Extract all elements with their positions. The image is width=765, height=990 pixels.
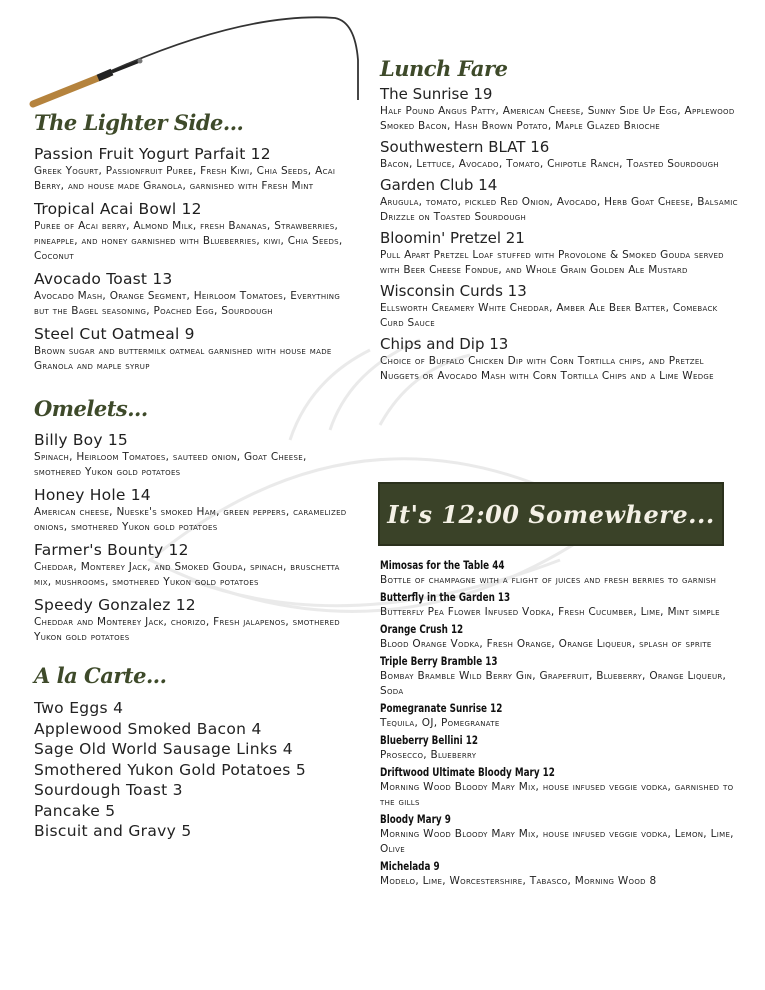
menu-item: [380, 229, 742, 278]
drink-name: Pomegranate Sunrise 12: [380, 701, 503, 715]
item-description: Bacon, Lettuce, Avocado, Tomato, Chipotle Ranch, Toasted Sourdough: [380, 158, 719, 170]
item-description: Puree of Acai berry, Almond Milk, fresh Bananas, Strawberries, pineapple, and honey garnished with Blueberries, kiwi, Chia Seeds, Coconut: [34, 220, 343, 262]
drink-item: [380, 653, 742, 699]
item-name: Southwestern BLAT 16: [380, 138, 550, 156]
menu-item: [380, 176, 742, 225]
item-name: Wisconsin Curds 13: [380, 282, 527, 300]
drink-name: Blueberry Bellini 12: [380, 733, 478, 747]
menu-item: [34, 325, 354, 374]
menu-item: [34, 541, 354, 590]
item-description: Arugula, tomato, pickled Red Onion, Avocado, Herb Goat Cheese, Balsamic Drizzle on Toasted Sourdough: [380, 196, 738, 223]
right-column: [380, 56, 742, 384]
item-name: Avocado Toast 13: [34, 270, 173, 288]
item-name: Speedy Gonzalez 12: [34, 596, 196, 614]
drinks-banner: [378, 482, 724, 546]
list-item: Applewood Smoked Bacon 4: [34, 719, 262, 738]
drink-item: [380, 557, 742, 588]
drink-description: Morning Wood Bloody Mary Mix, house infused veggie vodka, garnished to the gills: [380, 781, 734, 808]
drink-description: Prosecco, Blueberry: [380, 749, 477, 761]
item-description: Ellsworth Creamery White Cheddar, Amber Ale Beer Batter, Comeback Curd Sauce: [380, 302, 718, 329]
item-name: Steel Cut Oatmeal 9: [34, 325, 195, 343]
drink-description: Bombay Bramble Wild Berry Gin, Grapefruit, Blueberry, Orange Liqueur, Soda: [380, 670, 727, 697]
menu-item: [34, 596, 354, 645]
item-description: Greek Yogurt, Passionfruit Puree, Fresh Kiwi, Chia Seeds, Acai Berry, and house made Granola, garnished with Fresh Mint: [34, 165, 336, 192]
item-description: Brown sugar and buttermilk oatmeal garnished with house made Granola and maple syrup: [34, 345, 332, 372]
lighter-items: [34, 145, 354, 374]
item-name: Honey Hole 14: [34, 486, 151, 504]
drink-item: [380, 621, 742, 652]
item-name: Garden Club 14: [380, 176, 498, 194]
omelet-items: [34, 431, 354, 645]
drink-description: Butterfly Pea Flower Infused Vodka, Fresh Cucumber, Lime, Mint simple: [380, 606, 720, 618]
item-description: Choice of Buffalo Chicken Dip with Corn Tortilla chips, and Pretzel Nuggets or Avocado Mash with Corn Tortilla Chips and a Lime Wedge: [380, 355, 714, 382]
drink-name: Driftwood Ultimate Bloody Mary 12: [380, 765, 555, 779]
menu-item: [380, 335, 742, 384]
drink-description: Bottle of champagne with a flight of juices and fresh berries to garnish: [380, 574, 717, 586]
item-description: Avocado Mash, Orange Segment, Heirloom Tomatoes, Everything but the Bagel seasoning, Poached Egg, Sourdough: [34, 290, 341, 317]
fishing-rod-illustration: [0, 0, 380, 120]
item-description: Half Pound Angus Patty, American Cheese, Sunny Side Up Egg, Applewood Smoked Bacon, Hash Brown Potato, Maple Glazed Brioche: [380, 105, 735, 132]
list-item: Biscuit and Gravy 5: [34, 822, 192, 840]
left-column: [34, 110, 354, 842]
drinks-list: [380, 556, 742, 889]
menu-item: [34, 145, 354, 194]
list-item: Sourdough Toast 3: [34, 781, 183, 799]
drink-item: [380, 700, 742, 731]
drink-name: Mimosas for the Table 44: [380, 558, 505, 572]
menu-item: [34, 270, 354, 319]
item-name: Tropical Acai Bowl 12: [34, 200, 202, 218]
list-item: Two Eggs 4: [34, 699, 124, 717]
item-name: Farmer's Bounty 12: [34, 541, 189, 559]
drink-item: [380, 764, 742, 810]
drink-name: Orange Crush 12: [380, 622, 464, 636]
item-name: The Sunrise 19: [380, 85, 493, 103]
item-description: American cheese, Nueske's smoked Ham, green peppers, caramelized onions, smothered Yukon gold potatoes: [34, 506, 347, 533]
drink-name: Bloody Mary 9: [380, 812, 451, 826]
carte-items: [34, 698, 354, 842]
list-item: Sage Old World Sausage Links 4: [34, 740, 293, 758]
lighter-side-title: The Lighter Side...: [34, 110, 244, 135]
item-name: Bloomin' Pretzel 21: [380, 229, 525, 247]
omelets-title: Omelets...: [34, 396, 148, 421]
drink-item: [380, 589, 742, 620]
drink-item: [380, 811, 742, 857]
item-description: Cheddar, Monterey Jack, and Smoked Gouda, spinach, bruschetta mix, mushrooms, smothered Yukon gold potatoes: [34, 561, 340, 588]
list-item: Pancake 5: [34, 801, 116, 820]
lunch-fare-title: Lunch Fare: [380, 56, 508, 81]
drink-description: Morning Wood Bloody Mary Mix, house infused veggie vodka, Lemon, Lime, Olive: [380, 828, 734, 855]
list-item: Smothered Yukon Gold Potatoes 5: [34, 760, 307, 779]
menu-item: [380, 138, 742, 172]
drink-item: [380, 732, 742, 763]
menu-item: [34, 200, 354, 264]
item-name: Billy Boy 15: [34, 431, 128, 449]
drink-item: [380, 858, 742, 889]
item-description: Cheddar and Monterey Jack, chorizo, Fresh jalapenos, smothered Yukon gold potatoes: [34, 616, 340, 643]
drink-name: Butterfly in the Garden 13: [380, 590, 511, 604]
item-name: Chips and Dip 13: [380, 335, 509, 353]
a-la-carte-title: A la Carte...: [34, 663, 167, 688]
menu-item: [34, 486, 354, 535]
drink-description: Modelo, Lime, Worcestershire, Tabasco, Morning Wood 8: [380, 875, 657, 887]
menu-item: [380, 282, 742, 331]
item-description: Spinach, Heirloom Tomatoes, sauteed onion, Goat Cheese, smothered Yukon gold potatoes: [34, 451, 307, 478]
menu-item: [34, 431, 354, 480]
drink-name: Michelada 9: [380, 859, 440, 873]
drink-description: Tequila, OJ, Pomegranate: [380, 717, 500, 729]
drink-name: Triple Berry Bramble 13: [380, 654, 498, 668]
drink-description: Blood Orange Vodka, Fresh Orange, Orange Liqueur, splash of sprite: [380, 638, 712, 650]
menu-item: [380, 85, 742, 134]
banner-title: It's 12:00 Somewhere...: [387, 499, 715, 529]
item-name: Passion Fruit Yogurt Parfait 12: [34, 145, 271, 163]
item-description: Pull Apart Pretzel Loaf stuffed with Provolone & Smoked Gouda served with Beer Cheese Fondue, and Whole Grain Golden Ale Mustard: [380, 249, 724, 276]
